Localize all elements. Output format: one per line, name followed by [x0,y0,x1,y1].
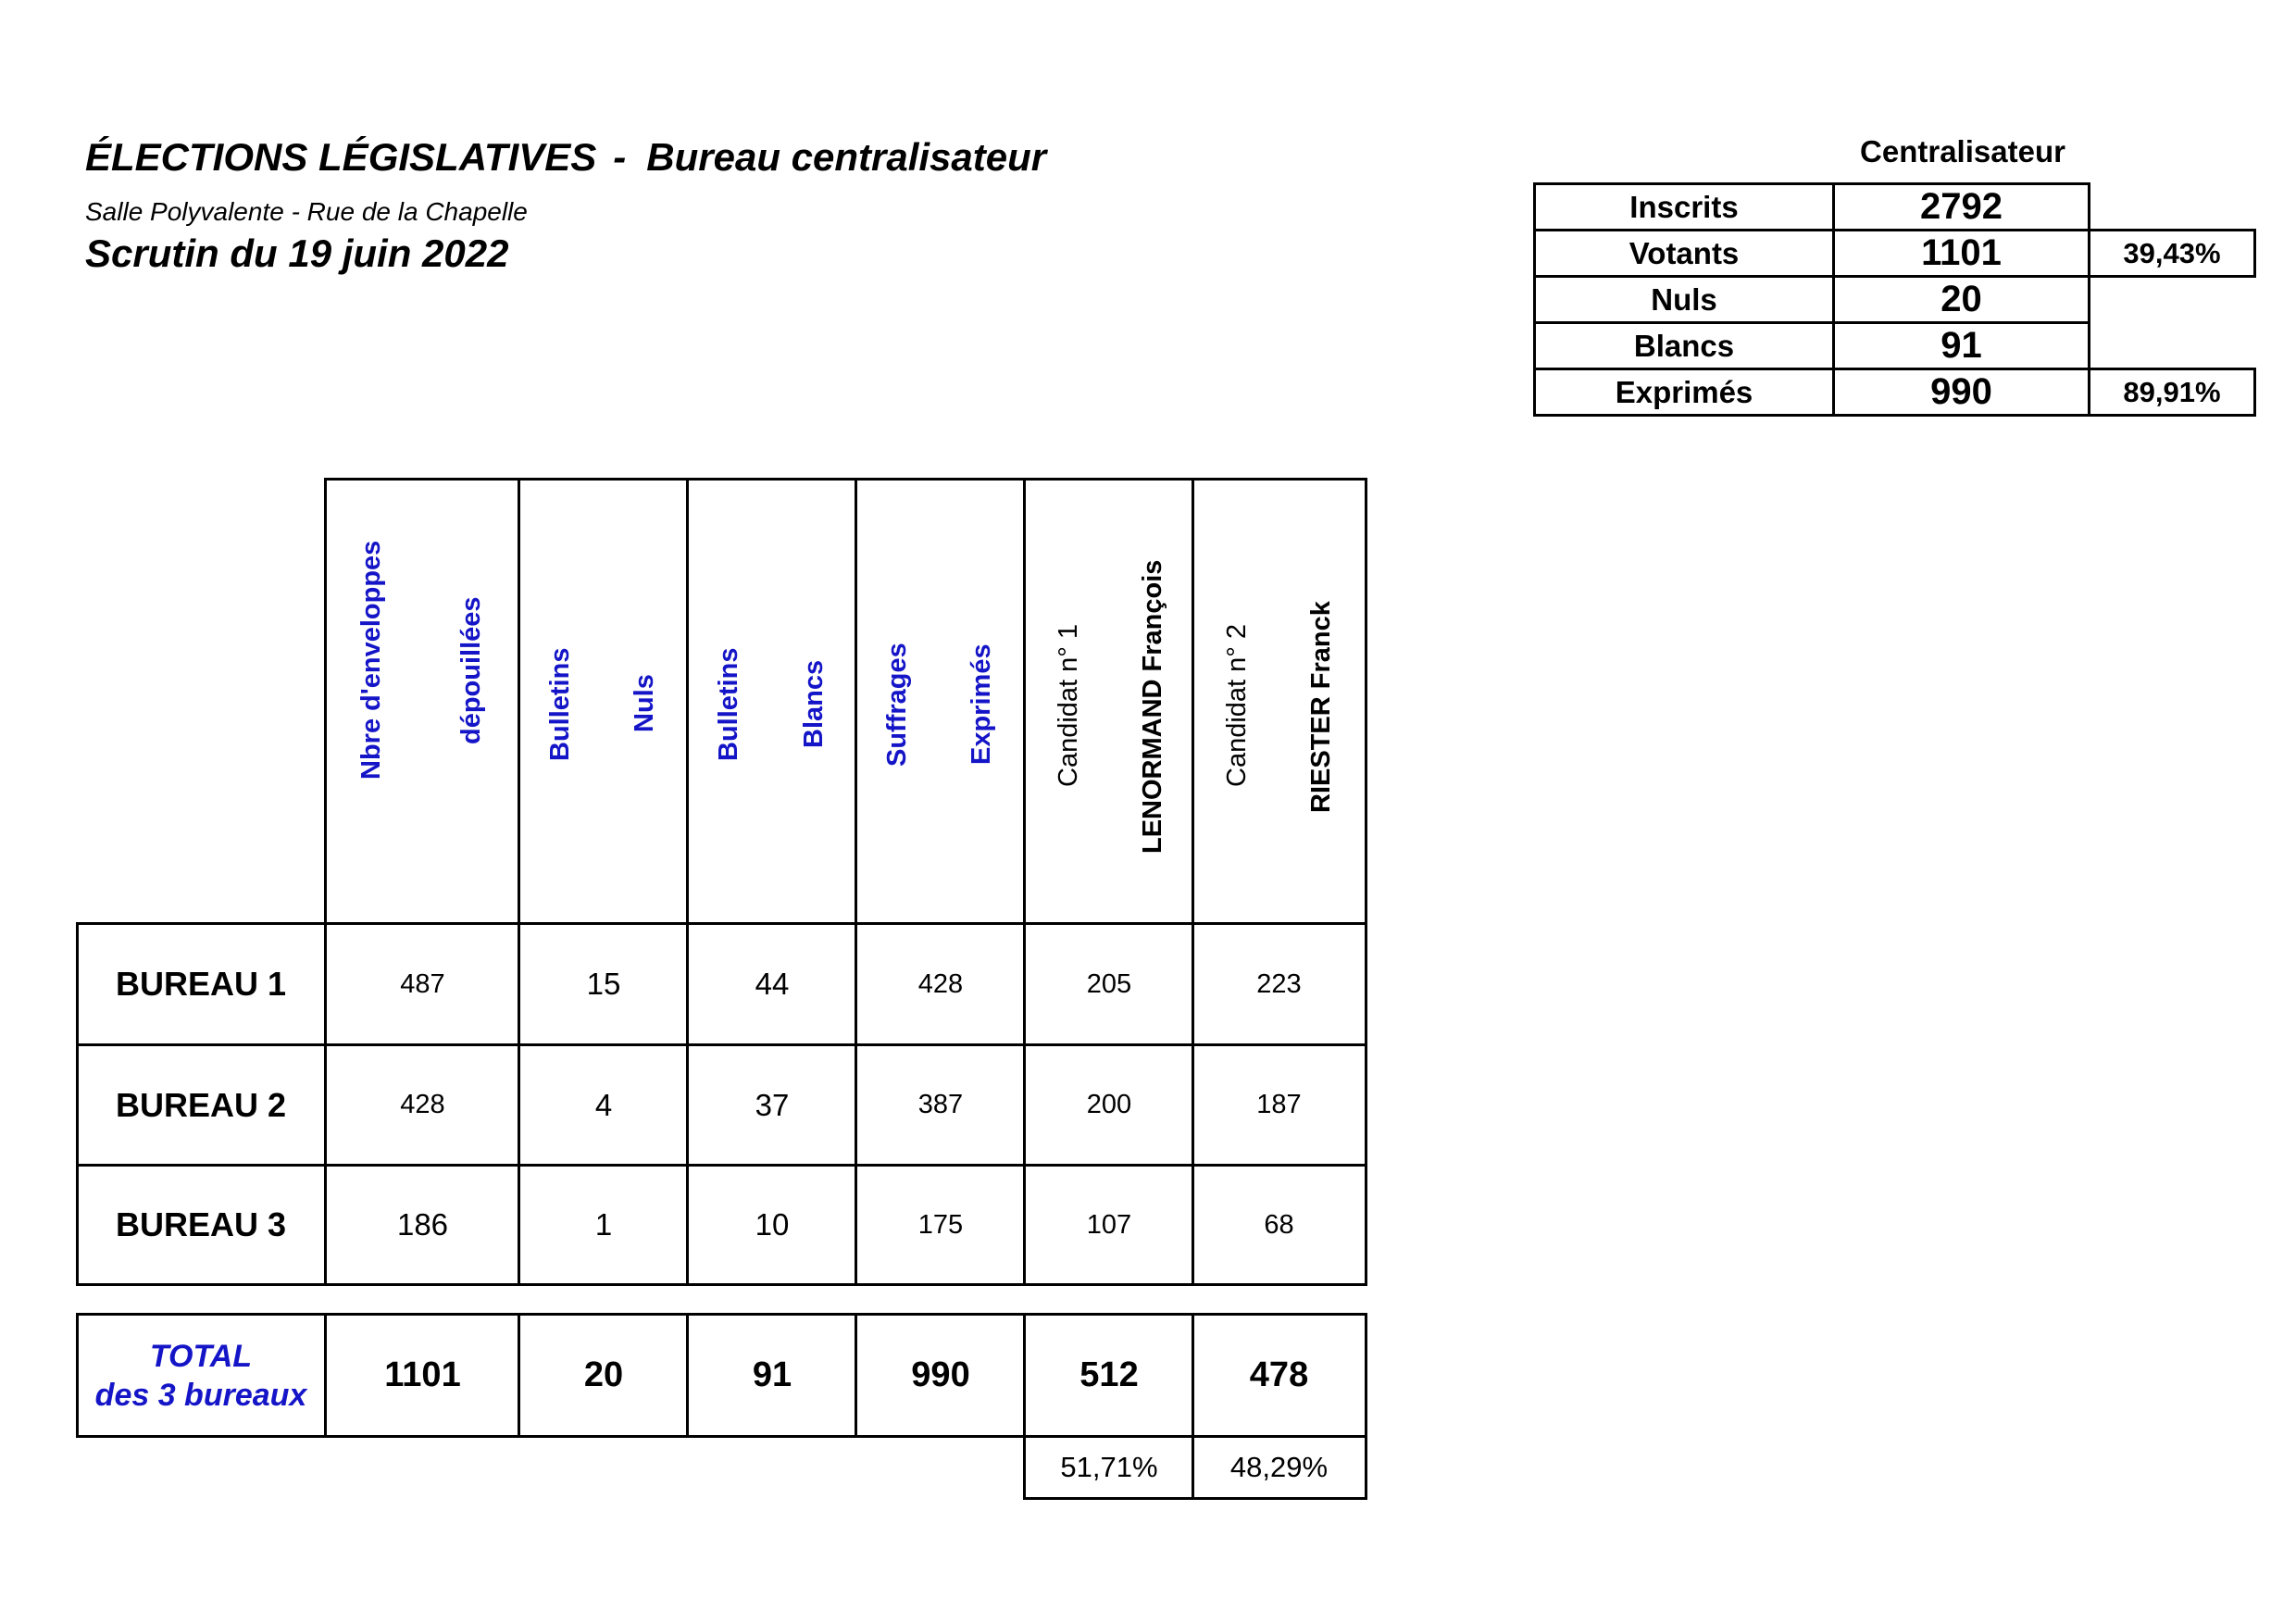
cell-blancs: 37 [755,1087,790,1122]
page-title [85,135,1046,180]
cell-nuls: 1 [594,1207,613,1242]
cell-candidat2: 187 [1256,1090,1302,1119]
row-label: BUREAU 3 [115,1205,287,1243]
col-divider [855,478,857,925]
col-header-candidat1-name: LENORMAND François [1138,559,1167,854]
summary-value: 91 [1940,325,1982,366]
summary-label: Blancs [1633,328,1735,363]
total-enveloppes: 1101 [384,1355,461,1394]
cell-exprimes: 387 [917,1090,964,1119]
cell-nuls: 4 [594,1087,613,1122]
total-nuls: 20 [583,1355,624,1394]
cell-exprimes: 175 [917,1209,964,1240]
cell-candidat1: 205 [1086,968,1132,999]
total-label-line2: des 3 bureaux [94,1377,307,1413]
col-header-blancs-line1: Bulletins [714,647,743,761]
pct-candidat1: 51,71% [1060,1451,1158,1483]
total-label-line1: TOTAL [149,1338,253,1374]
col-divider [1023,478,1026,925]
summary-label: Inscrits [1629,189,1739,224]
col-header-enveloppes-line2: dépouillées [456,596,486,744]
summary-pct: 39,43% [2123,236,2221,269]
cell-enveloppes: 428 [400,1090,445,1119]
cell-nuls: 15 [586,967,621,1001]
cell-exprimes: 428 [917,968,964,999]
summary-label: Nuls [1651,281,1717,317]
col-header-enveloppes-line1: Nbre d'enveloppes [356,540,386,780]
col-header-exprimes-line1: Suffrages [882,643,912,767]
cell-candidat1: 200 [1086,1090,1132,1119]
col-header-candidat1-line1: Candidat n° 1 [1054,623,1083,787]
col-header-candidat2-line1: Candidat n° 2 [1222,623,1252,787]
total-label [76,1316,326,1435]
cell-candidat1: 107 [1086,1209,1132,1240]
cell-enveloppes: 487 [400,968,445,999]
row-label: BUREAU 1 [115,965,287,1003]
summary-value: 1101 [1921,232,2002,273]
title-separator: - [613,135,627,179]
col-header-exprimes-line2: Exprimés [967,643,996,765]
summary-value: 990 [1930,371,1992,412]
total-candidat2: 478 [1249,1355,1309,1394]
summary-value: 2792 [1920,186,2003,227]
title-sub: Bureau centralisateur [646,135,1047,179]
title-main: ÉLECTIONS LÉGISLATIVES [85,135,597,179]
cell-enveloppes: 186 [396,1207,449,1242]
venue-text: Salle Polyvalente - Rue de la Chapelle [85,197,528,226]
total-candidat1: 512 [1079,1355,1139,1394]
col-divider [686,478,689,925]
pct-candidat2: 48,29% [1229,1451,1329,1483]
cell-candidat2: 223 [1256,968,1302,999]
row-label: BUREAU 2 [115,1085,287,1124]
col-divider [1192,478,1194,925]
summary-title: Centralisateur [1860,134,2065,169]
cell-candidat2: 68 [1264,1209,1294,1240]
col-header-candidat2-name: RIESTER Franck [1306,601,1336,813]
col-header-nuls-line1: Bulletins [545,647,575,761]
total-blancs: 91 [752,1355,792,1394]
summary-label: Exprimés [1615,374,1753,409]
summary-pct: 89,91% [2123,375,2221,408]
col-divider [518,478,520,925]
col-header-nuls-line2: Nuls [630,674,659,732]
total-exprimes: 990 [911,1355,970,1394]
summary-value: 20 [1940,279,1982,319]
cell-blancs: 44 [755,967,790,1001]
summary-label: Votants [1628,235,1740,270]
col-header-blancs-line2: Blancs [799,659,829,748]
scrutin-date: Scrutin du 19 juin 2022 [85,231,509,275]
cell-blancs: 10 [755,1207,790,1242]
